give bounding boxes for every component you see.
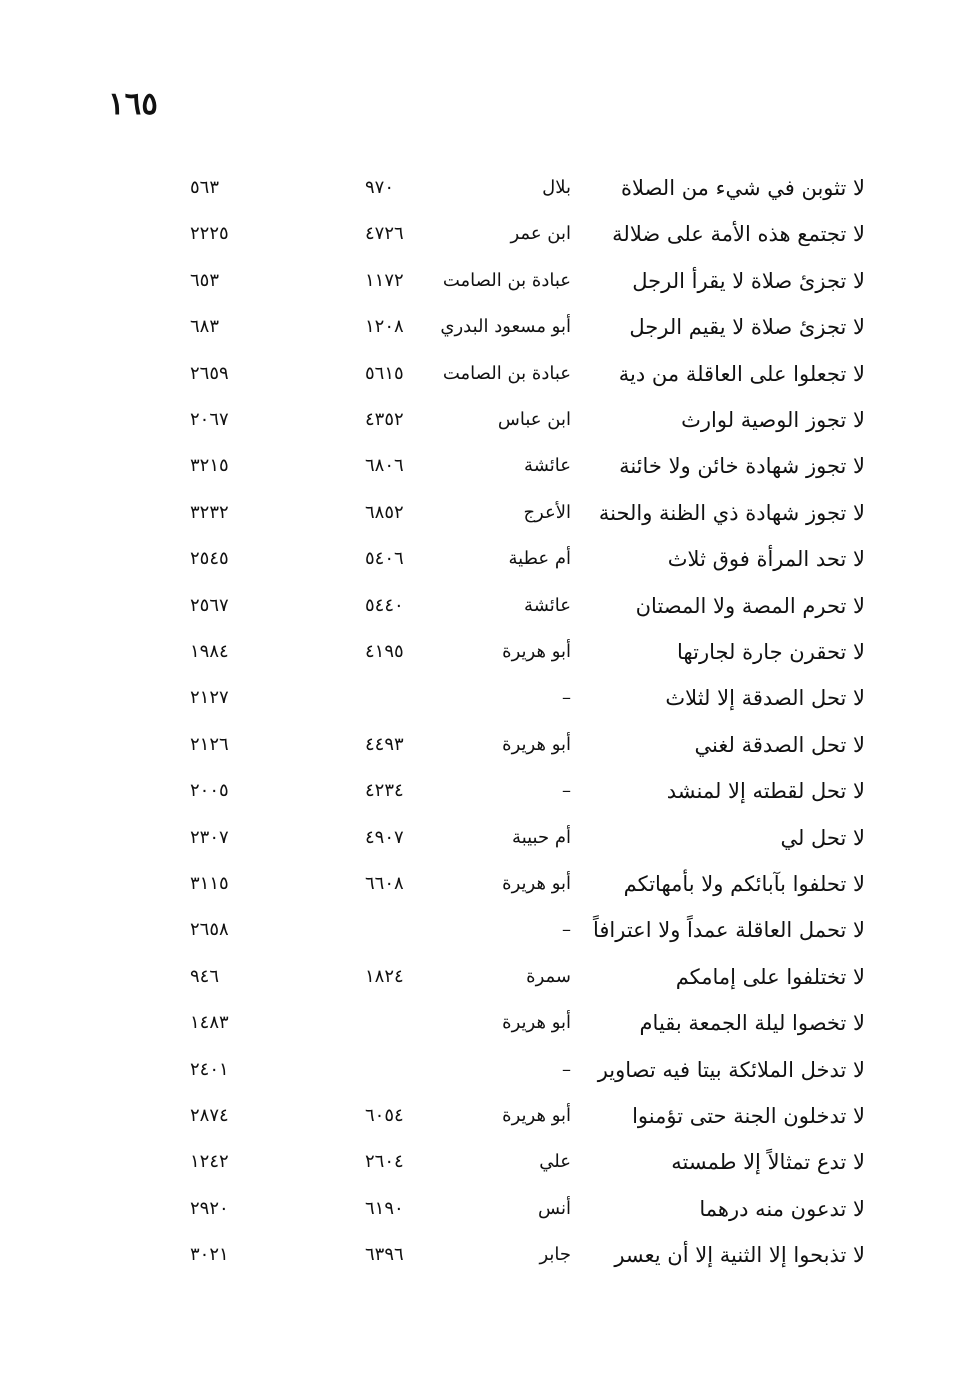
reference-number <box>365 1000 425 1046</box>
narrator-name: عائشة <box>524 594 571 616</box>
narrator-name: – <box>562 1058 571 1080</box>
table-row <box>0 165 957 211</box>
reference-number: ٦٨٥٢ <box>365 501 404 523</box>
reference-number: ٤٩٠٧ <box>365 826 404 848</box>
hadith-text: لا تجتمع هذه الأمة على ضلالة <box>612 222 865 247</box>
narrator-name: أبو هريرة <box>502 733 571 755</box>
narrator-name: ابن عباس <box>497 409 571 430</box>
table-row <box>0 954 957 1000</box>
table-row <box>0 211 957 257</box>
hadith-text: لا تحقرن جارة لجارتها <box>677 640 865 664</box>
hadith-number: ٩٤٦ <box>190 965 220 987</box>
hadith-number: ٢٢٢٥ <box>190 223 229 245</box>
reference-number: ٢٦٠٤ <box>365 1151 404 1173</box>
hadith-number: ٣٢٣٢ <box>190 501 229 523</box>
table-row <box>0 907 957 953</box>
narrator-name: عبادة بن الصامت <box>442 269 571 291</box>
reference-number: ٦٣٩٦ <box>365 1244 404 1266</box>
table-row <box>0 258 957 304</box>
reference-number: ٥٤٠٦ <box>365 548 404 570</box>
reference-number <box>365 675 425 721</box>
table-row <box>0 1186 957 1232</box>
narrator-name: بلال <box>542 177 571 198</box>
hadith-number: ٣٢١٥ <box>190 455 229 477</box>
hadith-text: لا تدخل الملائكة بيتا فيه تصاوير <box>597 1057 865 1082</box>
hadith-number: ٣٠٢١ <box>190 1244 229 1266</box>
table-row <box>0 536 957 582</box>
hadith-number: ٣١١٥ <box>190 873 229 894</box>
narrator-name: علي <box>539 1151 571 1173</box>
hadith-text: لا تحد المرأة فوق ثلاث <box>667 547 865 572</box>
reference-number: ٤٧٢٦ <box>365 223 404 245</box>
table-row <box>0 490 957 536</box>
narrator-name: جابر <box>539 1244 571 1266</box>
table-row <box>0 722 957 768</box>
hadith-number: ١٤٨٣ <box>190 1012 229 1034</box>
hadith-number: ٢٤٠١ <box>190 1058 229 1080</box>
reference-number: ١١٧٢ <box>365 269 404 291</box>
table-row <box>0 815 957 861</box>
narrator-name: – <box>562 780 571 802</box>
reference-number: ٤١٩٥ <box>365 641 404 662</box>
hadith-number: ٦٨٣ <box>190 316 220 338</box>
hadith-text: لا تحل لقطته إلا لمنشد <box>666 779 865 804</box>
table-row <box>0 397 957 443</box>
hadith-number: ٢١٢٧ <box>190 687 229 709</box>
hadith-text: لا تجعلوا على العاقلة من دية <box>618 361 865 386</box>
table-row <box>0 1093 957 1139</box>
hadith-text: لا تحل لي <box>780 825 865 850</box>
hadith-text: لا تجوز الوصية لوارث <box>681 408 865 432</box>
hadith-number: ١٩٨٤ <box>190 641 229 662</box>
table-row <box>0 1047 957 1093</box>
reference-number: ٦٦٠٨ <box>365 873 404 894</box>
table-row <box>0 861 957 907</box>
table-row <box>0 304 957 350</box>
reference-number <box>365 907 425 953</box>
narrator-name: عائشة <box>524 455 571 477</box>
narrator-name: أم حبيبة <box>512 826 571 848</box>
narrator-name: أنس <box>538 1197 571 1219</box>
narrator-name: أبو مسعود البدري <box>440 316 571 338</box>
hadith-text: لا تدع تمثالاً إلا طمسته <box>671 1150 865 1175</box>
hadith-text: لا تحلفوا بآبائكم ولا بأمهاتكم <box>623 872 865 896</box>
hadith-text: لا تجوز شهادة ذي الظنة والحنة <box>598 500 865 525</box>
narrator-name: أبو هريرة <box>502 1012 571 1034</box>
hadith-number: ٢١٢٦ <box>190 733 229 755</box>
hadith-text: لا تثوبن في شيء من الصلاة <box>621 176 865 200</box>
reference-number: ٦٠٥٤ <box>365 1105 404 1126</box>
narrator-name: – <box>562 687 571 709</box>
hadith-text: لا تجزئ صلاة لا يقيم الرجل <box>629 315 865 340</box>
table-row <box>0 1232 957 1278</box>
hadith-text: لا تجزئ صلاة لا يقرأ الرجل <box>632 268 865 293</box>
narrator-name: أبو هريرة <box>502 873 571 894</box>
narrator-name: أبو هريرة <box>502 1105 571 1126</box>
hadith-number: ٢٠٠٥ <box>190 780 229 802</box>
reference-number: ٥٤٤٠ <box>365 594 404 616</box>
reference-number: ١٨٢٤ <box>365 965 404 987</box>
reference-number: ١٢٠٨ <box>365 316 404 338</box>
narrator-name: الأعرج <box>523 501 571 523</box>
hadith-text: لا تحل الصدقة لغني <box>694 732 865 757</box>
hadith-text: لا تجوز شهادة خائن ولا خائنة <box>619 454 865 479</box>
reference-number: ٦٨٠٦ <box>365 455 404 477</box>
hadith-text: لا تدخلون الجنة حتى تؤمنوا <box>632 1104 865 1128</box>
table-row <box>0 629 957 675</box>
hadith-text: لا تحمل العاقلة عمداً ولا اعترافاً <box>592 918 865 943</box>
page-number: ١٦٥ <box>108 86 158 122</box>
hadith-number: ٢٩٢٠ <box>190 1197 229 1219</box>
hadith-number: ٢٥٤٥ <box>190 548 229 570</box>
narrator-name: عبادة بن الصامت <box>442 362 571 384</box>
hadith-text: لا تختلفوا على إمامكم <box>675 964 865 989</box>
table-row <box>0 443 957 489</box>
narrator-name: أم عطية <box>508 548 571 570</box>
hadith-number: ٢٨٧٤ <box>190 1105 229 1126</box>
hadith-number: ١٢٤٢ <box>190 1151 229 1173</box>
table-row <box>0 1139 957 1185</box>
hadith-number: ٦٥٣ <box>190 269 220 291</box>
reference-number: ٤٤٩٣ <box>365 733 404 755</box>
hadith-number: ٢٦٥٨ <box>190 919 229 941</box>
hadith-number: ٥٦٣ <box>190 177 220 198</box>
hadith-text: لا تخصوا ليلة الجمعة بقيام <box>639 1011 865 1036</box>
hadith-number: ٢٥٦٧ <box>190 594 229 616</box>
hadith-number: ٢٠٦٧ <box>190 409 229 430</box>
table-row <box>0 1000 957 1046</box>
hadith-text: لا تحل الصدقة إلا لثلاث <box>665 686 865 711</box>
table-row <box>0 675 957 721</box>
hadith-number: ٢٦٥٩ <box>190 362 229 384</box>
reference-number: ٩٧٠ <box>365 177 395 198</box>
table-row <box>0 583 957 629</box>
hadith-text: لا تذبحوا إلا الثنية إلا أن يعسر <box>614 1243 865 1268</box>
hadith-text: لا تحرم المصة ولا المصتان <box>635 593 865 618</box>
table-row <box>0 351 957 397</box>
table-row <box>0 768 957 814</box>
hadith-text: لا تدعون منه درهما <box>699 1196 865 1221</box>
reference-number: ٤٢٣٤ <box>365 780 404 802</box>
narrator-name: – <box>562 919 571 941</box>
reference-number: ٦١٩٠ <box>365 1197 404 1219</box>
narrator-name: أبو هريرة <box>502 641 571 662</box>
hadith-number: ٢٣٠٧ <box>190 826 229 848</box>
reference-number: ٥٦١٥ <box>365 362 404 384</box>
reference-number <box>365 1047 425 1093</box>
narrator-name: ابن عمر <box>510 223 571 245</box>
narrator-name: سمرة <box>526 965 571 987</box>
reference-number: ٤٣٥٢ <box>365 409 404 430</box>
